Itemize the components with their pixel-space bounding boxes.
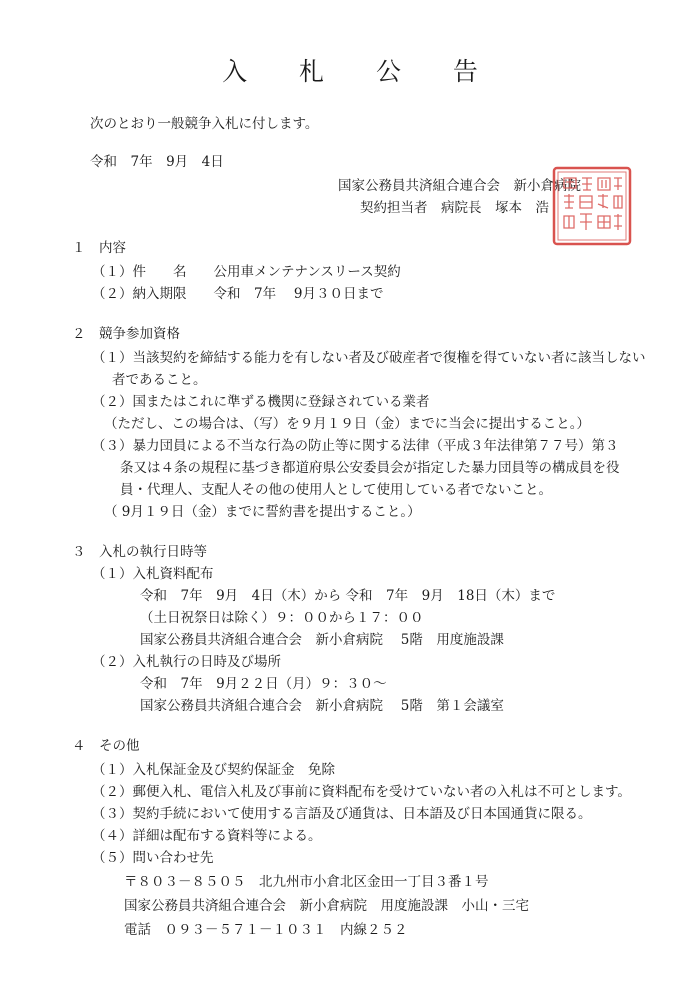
s3-item-1-dates: 令和 7年 9月 4日（木）から 令和 7年 9月 18日（木）まで [140, 588, 556, 604]
s3-item-2-date: 令和 7年 9月２２日（月）９：３０～ [140, 676, 387, 692]
issuer-officer: 契約担当者 病院長 塚本 浩 [360, 200, 549, 216]
s4-item-3: （３）契約手続において使用する言語及び通貨は、日本語及び日本国通貨に限る。 [92, 806, 592, 822]
issuer-organization: 国家公務員共済組合連合会 新小倉病院 [338, 178, 581, 194]
section-3-heading: ３ 入札の執行日時等 [72, 544, 207, 560]
s4-item-1: （１）入札保証金及び契約保証金 免除 [92, 762, 335, 778]
s1-item-1: （１）件 名 公用車メンテナンスリース契約 [92, 264, 401, 280]
s3-item-1: （１）入札資料配布 [92, 566, 214, 582]
s3-item-2: （２）入札執行の日時及び場所 [92, 654, 281, 670]
s1-item-2: （２）納入期限 令和 7年 9月３０日まで [92, 286, 384, 302]
s2-item-1-line-2: 者であること。 [112, 372, 207, 388]
section-1-heading: １ 内容 [72, 240, 126, 256]
s2-item-2-line-2: （ただし、この場合は、（写）を９月１９日（金）までに当会に提出すること。） [104, 416, 590, 432]
s2-item-1-line-1: （１）当該契約を締結する能力を有しない者及び破産者で復権を得ていない者に該当しない [92, 350, 646, 366]
contact-address: 〒８０３－８５０５ 北九州市小倉北区金田一丁目３番１号 [124, 874, 489, 890]
s3-item-1-place: 国家公務員共済組合連合会 新小倉病院 5階 用度施設課 [140, 632, 504, 648]
s2-item-3-line-1: （３）暴力団員による不当な行為の防止等に関する法律（平成３年法律第７７号）第３ [92, 438, 619, 454]
s2-item-3-line-3: 員・代理人、支配人その他の使用人として使用している者でないこと。 [120, 482, 552, 498]
section-2-heading: ２ 競争参加資格 [72, 326, 180, 342]
contact-phone: 電話 ０９３－５７１－１０３１ 内線２５２ [124, 922, 408, 938]
s4-item-5: （５）問い合わせ先 [92, 850, 214, 866]
s2-item-2-line-1: （２）国またはこれに準ずる機関に登録されている業者 [92, 394, 430, 410]
page-title: 入 札 公 告 [222, 57, 500, 86]
notice-date: 令和 7年 9月 4日 [90, 154, 224, 170]
official-seal [552, 166, 632, 246]
intro-text: 次のとおり一般競争入札に付します。 [90, 116, 319, 132]
s2-item-3-line-4: （ 9月１９日（金）までに誓約書を提出すること。） [104, 504, 421, 520]
contact-organization: 国家公務員共済組合連合会 新小倉病院 用度施設課 小山・三宅 [124, 898, 529, 914]
s3-item-2-place: 国家公務員共済組合連合会 新小倉病院 5階 第１会議室 [140, 698, 504, 714]
s3-item-1-hours: （土日祝祭日は除く）９：００から１７：００ [140, 610, 424, 626]
s4-item-4: （４）詳細は配布する資料等による。 [92, 828, 322, 844]
section-4-heading: ４ その他 [72, 738, 140, 754]
s2-item-3-line-2: 条又は４条の規程に基づき都道府県公安委員会が指定した暴力団員等の構成員を役 [120, 460, 620, 476]
s4-item-2: （２）郵便入札、電信入札及び事前に資料配布を受けていない者の入札は不可とします。 [92, 784, 631, 800]
